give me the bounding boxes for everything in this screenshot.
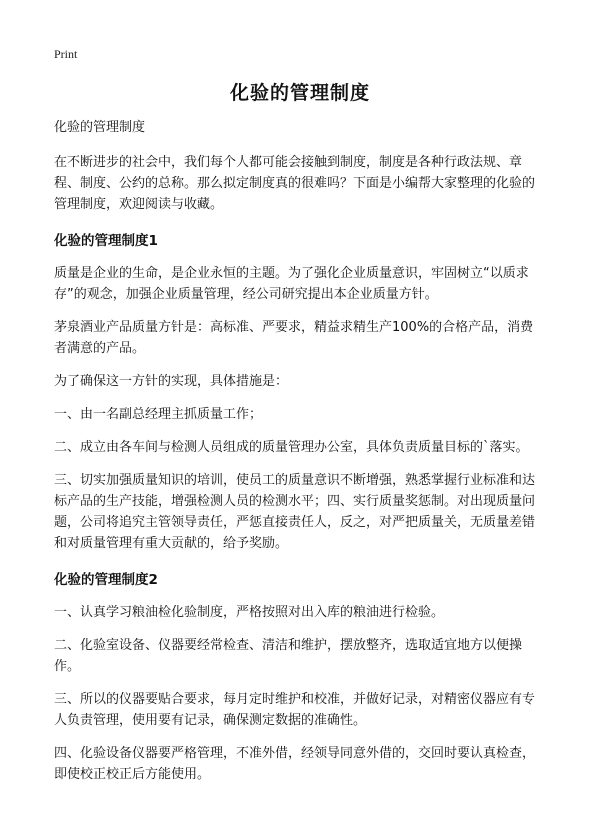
section-1: [54, 231, 546, 554]
paragraph: 二、化验室设备、仪器要经常检查、清洁和维护，摆放整齐，选取适宜地方以便操作。: [54, 638, 523, 674]
paragraph: 四、化验设备仪器要严格管理，不准外借，经领导同意外借的，交回时要认真检查，即使校正校正后方能使用。: [54, 746, 536, 782]
section-heading: 化验的管理制度1: [54, 233, 158, 249]
print-label: Print: [54, 47, 78, 61]
page-title: 化验的管理制度: [229, 82, 370, 104]
intro-paragraph: 在不断进步的社会中，我们每个人都可能会接触到制度，制度是各种行政法规、章程、制度、公约的总称。那么拟定制度真的很难吗？下面是小编帮大家整理的化验的管理制度，欢迎阅读与收藏。: [54, 155, 536, 212]
paragraph: 三、所以的仪器要贴合要求，每月定时维护和校准，并做好记录，对精密仪器应有专人负责管理，使用要有记录，确保测定数据的准确性。: [54, 692, 536, 728]
paragraph: 质量是企业的生命，是企业永恒的主题。为了强化企业质量意识，牢固树立“以质求存”的观念，加强企业质量管理，经公司研究提出本企业质量方针。: [54, 266, 529, 302]
paragraph: 一、由一名副总经理主抓质量工作；: [54, 407, 263, 422]
section-2: [54, 570, 546, 785]
paragraph: 为了确保这一方针的实现，具体措施是：: [54, 374, 289, 389]
paragraph: 二、成立由各车间与检测人员组成的质量管理办公室，具体负责质量目标的`落实。: [54, 440, 529, 455]
paragraph: 茅泉酒业产品质量方针是：高标准、严要求，精益求精生产100%的合格产品，消费者满意的产品。: [54, 320, 534, 356]
section-heading: 化验的管理制度2: [54, 572, 158, 588]
paragraph: 一、认真学习粮油检化验制度，严格按照对出入库的粮油进行检验。: [54, 605, 445, 620]
paragraph: 三、切实加强质量知识的培训，使员工的质量意识不断增强，熟悉掌握行业标准和达标产品的生产技能，增强检测人员的检测水平；四、实行质量奖惩制。对出现质量问题，公司将追究主管领导责任，严惩直接责任人，反之，对严把质量关，无质量差错和对质量管理有重大贡献的，给予奖励。: [54, 473, 536, 551]
document-subtitle: 化验的管理制度: [54, 120, 146, 135]
